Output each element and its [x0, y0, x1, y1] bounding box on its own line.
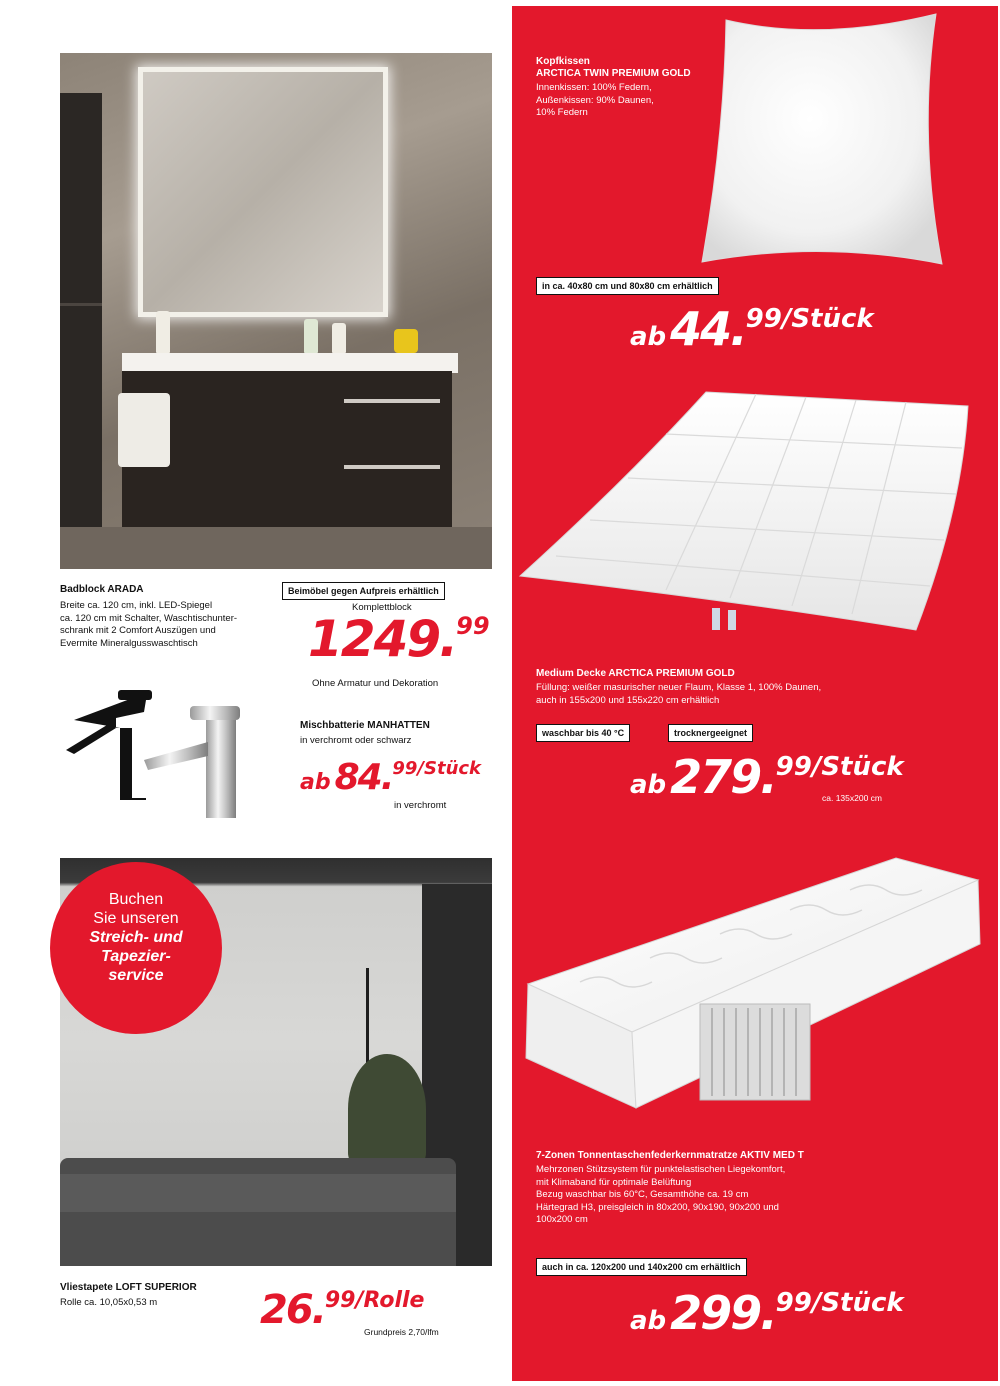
- faucet-info: [300, 720, 500, 748]
- bathroom-product-image: [60, 53, 492, 569]
- pillow-title: ARCTICA TWIN PREMIUM GOLD: [536, 68, 691, 79]
- soap-bottle: [156, 311, 170, 353]
- bath-badge: Beimöbel gegen Aufpreis erhältlich: [282, 582, 445, 600]
- faucet-desc: in verchromt oder schwarz: [300, 735, 412, 746]
- pillow-price-ab: ab: [630, 322, 667, 352]
- duvet-badge-wash: waschbar bis 40 °C: [536, 724, 630, 742]
- pillow-info: [536, 56, 736, 120]
- pillow-desc: [536, 82, 736, 120]
- duvet-info: [536, 668, 956, 707]
- floor: [60, 527, 492, 569]
- duvet-desc-line: auch in 155x200 und 155x220 cm erhältlich: [536, 694, 720, 706]
- pillow-desc-line: 10% Federn: [536, 107, 588, 118]
- mattress-price-ab: ab: [630, 1306, 667, 1336]
- plant-pot: [304, 319, 318, 353]
- jar: [332, 323, 346, 353]
- duvet-badge-dryer: trocknergeeignet: [668, 724, 753, 742]
- wash-basin: [122, 353, 458, 373]
- bath-price: [308, 610, 490, 668]
- drawer-handle: [344, 399, 440, 403]
- mattress-price-int: 299.: [670, 1286, 776, 1340]
- faucet-price-int: 84.: [334, 757, 393, 798]
- duvet-desc-line: Füllung: weißer masurischer neuer Flaum, Klasse 1, 100% Daunen,: [536, 682, 822, 693]
- faucet-price-dec: 99/Stück: [392, 758, 482, 779]
- vanity-cabinet: [122, 371, 452, 527]
- wallpaper-desc: Rolle ca. 10,05x0,53 m: [60, 1297, 158, 1308]
- bath-desc-line: Breite ca. 120 cm, inkl. LED-Spiegel: [60, 600, 213, 611]
- faucet-chrome-image: [140, 704, 250, 822]
- bath-price-int: 1249.: [308, 610, 457, 668]
- circle-line: Streich- und: [89, 929, 183, 946]
- duvet-desc: [536, 682, 956, 707]
- circle-line: Sie unseren: [93, 910, 179, 927]
- mattress-price: [630, 1286, 904, 1340]
- sofa: [60, 1158, 456, 1266]
- bath-desc: [60, 600, 300, 650]
- mattress-desc-line: Härtegrad H3, preisgleich in 80x200, 90x190, 90x200 und: [536, 1201, 779, 1213]
- bath-desc-line: ca. 120 cm mit Schalter, Waschtischunter-: [60, 612, 238, 624]
- pillow-image: [696, 12, 946, 266]
- mattress-desc: [536, 1164, 956, 1227]
- wallpaper-note: Grundpreis 2,70/lfm: [364, 1327, 439, 1337]
- mattress-image: [520, 852, 984, 1112]
- pillow-label: Kopfkissen: [536, 56, 590, 67]
- mattress-desc-line: Mehrzonen Stützsystem für punktelastischen Liegekomfort,: [536, 1164, 786, 1175]
- mattress-badge: auch in ca. 120x200 und 140x200 cm erhältlich: [536, 1258, 747, 1276]
- service-circle-badge: [50, 862, 222, 1034]
- wallpaper-price: [260, 1287, 425, 1333]
- pillow-price-dec: 99/Stück: [745, 304, 874, 334]
- mattress-title: 7-Zonen Tonnentaschenfederkernmatratze AKTIV MED T: [536, 1150, 804, 1161]
- drawer-handle: [344, 465, 440, 469]
- faucet-price-ab: ab: [300, 770, 331, 795]
- duvet-price-dec: 99/Stück: [775, 752, 904, 782]
- duvet-image: [516, 390, 978, 640]
- pillow-badge: in ca. 40x80 cm und 80x80 cm erhältlich: [536, 277, 719, 295]
- circle-line: Buchen: [108, 891, 164, 908]
- circle-line: service: [108, 967, 164, 984]
- yellow-decor: [394, 329, 418, 353]
- bath-desc-line: Evermite Mineralgusswaschtisch: [60, 637, 198, 649]
- pillow-price: [630, 302, 874, 356]
- duvet-title: Medium Decke ARCTICA PREMIUM GOLD: [536, 668, 735, 679]
- mattress-price-dec: 99/Stück: [775, 1288, 904, 1318]
- bath-title: Badblock ARADA: [60, 584, 144, 595]
- tall-cabinet: [60, 93, 102, 569]
- pillow-price-int: 44.: [670, 302, 746, 356]
- mattress-desc-line: mit Klimaband für optimale Belüftung: [536, 1176, 692, 1188]
- bath-price-label: Komplettblock: [352, 602, 412, 613]
- mattress-desc-line: 100x200 cm: [536, 1214, 588, 1225]
- plant: [348, 1054, 426, 1164]
- duvet-price-ab: ab: [630, 770, 667, 800]
- wallpaper-price-int: 26.: [260, 1287, 325, 1333]
- wallpaper-title: Vliestapete LOFT SUPERIOR: [60, 1282, 197, 1293]
- wallpaper-info: [60, 1282, 260, 1310]
- faucet-note: in verchromt: [394, 800, 447, 811]
- pillow-desc-line: Innenkissen: 100% Federn,: [536, 82, 652, 93]
- mattress-info: [536, 1150, 956, 1227]
- bath-info: [60, 584, 300, 650]
- pillow-desc-line: Außenkissen: 90% Daunen,: [536, 94, 654, 106]
- bath-note: Ohne Armatur und Dekoration: [312, 678, 439, 689]
- bath-price-dec: 99: [456, 612, 490, 640]
- duvet-note: ca. 135x200 cm: [822, 793, 883, 803]
- led-mirror: [138, 67, 388, 317]
- towel: [118, 393, 170, 467]
- wallpaper-price-dec: 99/Rolle: [324, 1288, 425, 1313]
- duvet-price-int: 279.: [670, 750, 776, 804]
- mattress-desc-line: Bezug waschbar bis 60°C, Gesamthöhe ca. 19 cm: [536, 1189, 749, 1200]
- faucet-price: [300, 757, 482, 798]
- circle-line: Tapezier-: [101, 948, 171, 965]
- faucet-title: Mischbatterie MANHATTEN: [300, 720, 430, 731]
- bath-desc-line: schrank mit 2 Comfort Auszügen und: [60, 625, 216, 636]
